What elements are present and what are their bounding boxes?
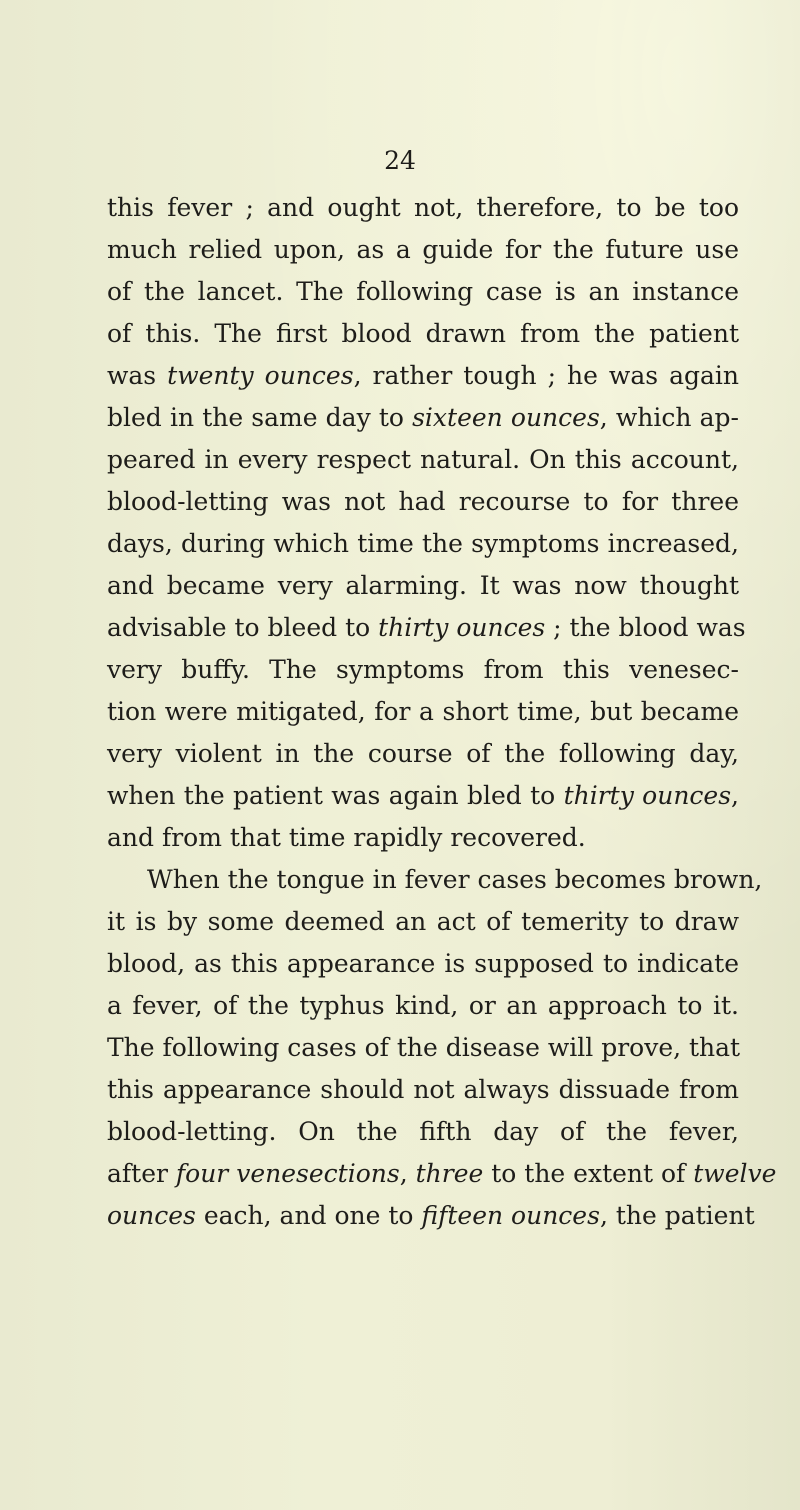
text-line: when the patient was again bled to thirty ounces, bbox=[107, 781, 739, 810]
text-line: much relied upon, as a guide for the future use bbox=[107, 235, 739, 264]
text-line: The following cases of the disease will prove, that bbox=[107, 1033, 741, 1062]
text-line: of the lancet. The following case is an instance bbox=[107, 277, 739, 306]
text-line: tion were mitigated, for a short time, but became bbox=[107, 697, 739, 726]
text-line: days, during which time the symptoms increased, bbox=[107, 529, 739, 558]
text-line: it is by some deemed an act of temerity to draw bbox=[107, 907, 739, 936]
text-line: When the tongue in fever cases becomes brown, bbox=[147, 865, 763, 894]
text-line: very buffy. The symptoms from this venesec- bbox=[107, 655, 739, 684]
italic-phrase: twelve bbox=[693, 1159, 777, 1188]
italic-phrase: three bbox=[415, 1159, 484, 1188]
italic-phrase: four venesections bbox=[175, 1159, 400, 1188]
text-line: and from that time rapidly recovered. bbox=[107, 823, 586, 852]
text-line: blood-letting. On the fifth day of the fever, bbox=[107, 1117, 739, 1146]
text-line: bled in the same day to sixteen ounces, which ap- bbox=[107, 403, 739, 432]
text-line: ounces each, and one to fifteen ounces, the patient bbox=[107, 1201, 755, 1230]
italic-phrase: twenty ounces bbox=[167, 361, 354, 390]
text-line: was twenty ounces, rather tough ; he was again bbox=[107, 361, 739, 390]
italic-phrase: ounces bbox=[107, 1201, 196, 1230]
italic-phrase: sixteen ounces bbox=[412, 403, 600, 432]
italic-phrase: fifteen ounces bbox=[421, 1201, 600, 1230]
text-line: very violent in the course of the following day, bbox=[107, 739, 739, 768]
text-line: blood, as this appearance is supposed to indicate bbox=[107, 949, 739, 978]
italic-phrase: thirty ounces bbox=[378, 613, 546, 642]
text-line: advisable to bleed to thirty ounces ; the blood was bbox=[107, 613, 746, 642]
text-line: a fever, of the typhus kind, or an approach to it. bbox=[107, 991, 739, 1020]
text-line: blood-letting was not had recourse to for three bbox=[107, 487, 739, 516]
italic-phrase: thirty ounces bbox=[563, 781, 732, 810]
page-number: 24 bbox=[384, 146, 416, 175]
text-line: this appearance should not always dissuade from bbox=[107, 1075, 739, 1104]
text-line: this fever ; and ought not, therefore, to be too bbox=[107, 193, 739, 222]
text-line: and became very alarming. It was now thought bbox=[107, 571, 739, 600]
text-line: of this. The first blood drawn from the patient bbox=[107, 319, 739, 348]
text-line: after four venesections, three to the extent of twelve bbox=[107, 1159, 777, 1188]
text-line: peared in every respect natural. On this account, bbox=[107, 445, 739, 474]
